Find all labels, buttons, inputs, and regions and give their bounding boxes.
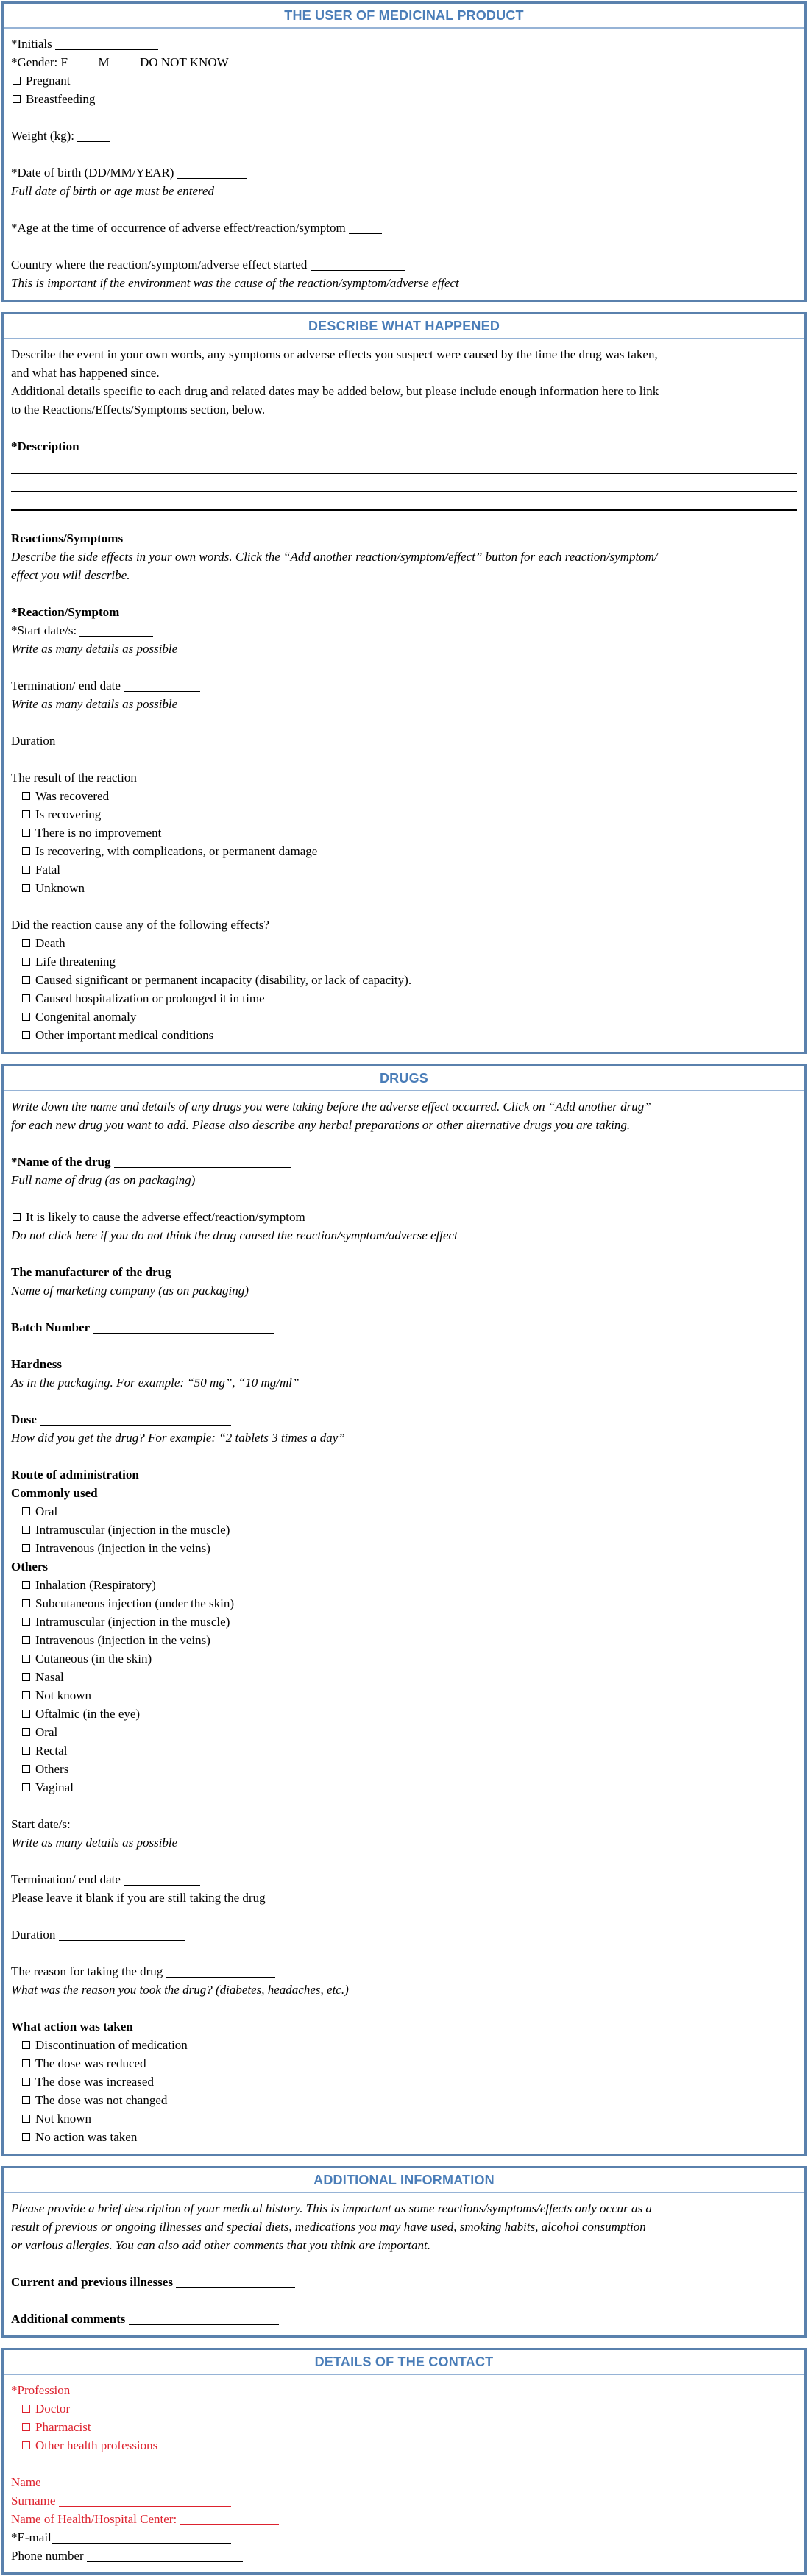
spacer-line: [11, 108, 797, 127]
checkbox-row: [11, 1668, 797, 1686]
section-body: [4, 1091, 804, 2154]
checkbox[interactable]: [22, 939, 30, 947]
form-line: [11, 1557, 797, 1576]
checkbox-row: [11, 1686, 797, 1705]
label-text: The manufacturer of the drug: [11, 1265, 174, 1279]
spacer-line: [11, 1245, 797, 1263]
label-text: *E-mail: [11, 2530, 52, 2544]
checkbox-label: Intravenous (injection in the veins): [35, 1541, 210, 1555]
fill-in-blank[interactable]: [174, 1268, 335, 1278]
checkbox[interactable]: [22, 1765, 30, 1773]
label-text: Name: [11, 2475, 44, 2489]
label-text: *Reaction/Symptom: [11, 605, 123, 619]
checkbox-label: Oftalmic (in the eye): [35, 1707, 141, 1721]
checkbox-row: [11, 934, 797, 952]
form-line: [11, 603, 797, 621]
checkbox-label: Pharmacist: [35, 2420, 91, 2434]
checkbox[interactable]: [22, 829, 30, 837]
section-title: THE USER OF MEDICINAL PRODUCT: [284, 7, 524, 23]
checkbox[interactable]: [22, 847, 30, 855]
checkbox[interactable]: [22, 1507, 30, 1515]
checkbox-row: [11, 1026, 797, 1044]
checkbox[interactable]: [22, 1691, 30, 1699]
section-user-of-medicinal-product: [1, 1, 807, 302]
section-header: [4, 2168, 804, 2193]
form-line: [11, 163, 797, 182]
spacer-line: [11, 1300, 797, 1318]
checkbox-row: [11, 989, 797, 1008]
checkbox[interactable]: [22, 2059, 30, 2067]
checkbox-label: Pregnant: [26, 74, 71, 88]
checkbox[interactable]: [22, 2133, 30, 2141]
label-text: As in the packaging. For example: “50 mg”, “10 mg/ml”: [11, 1376, 300, 1390]
checkbox[interactable]: [22, 1728, 30, 1736]
form-line: [11, 2510, 797, 2528]
checkbox-label: There is no improvement: [35, 826, 162, 840]
checkbox-row: [11, 1539, 797, 1557]
label-text: What was the reason you took the drug? (diabetes, headaches, etc.): [11, 1983, 349, 1997]
spacer-line: [11, 419, 797, 437]
write-in-rule[interactable]: [11, 456, 797, 474]
label-text: How did you get the drug? For example: “2 tablets 3 times a day”: [11, 1431, 345, 1445]
checkbox-row: [11, 2418, 797, 2436]
label-text: Reactions/Symptoms: [11, 531, 124, 545]
checkbox-row: [11, 1613, 797, 1631]
section-body: [4, 2193, 804, 2335]
checkbox-row: [11, 1741, 797, 1760]
paragraph-line: effect you will describe.: [11, 568, 130, 582]
label-text: Country where the reaction/symptom/adverse effect started: [11, 258, 311, 272]
checkbox-label: Intravenous (injection in the veins): [35, 1633, 210, 1647]
label-text: *Name of the drug: [11, 1155, 114, 1169]
form-line: [11, 1925, 797, 1944]
checkbox-row: [11, 90, 797, 108]
checkbox-row: [11, 1723, 797, 1741]
form-line: [11, 1263, 797, 1281]
paragraph-line: Please provide a brief description of your medical history. This is important as some reactions/symptoms/effects only occur as a: [11, 2201, 652, 2215]
checkbox-label: Breastfeeding: [26, 92, 96, 106]
checkbox-row: [11, 971, 797, 989]
checkbox-row: [11, 1208, 797, 1226]
form-line: [11, 1981, 797, 1999]
section-title: DESCRIBE WHAT HAPPENED: [308, 318, 500, 333]
form-line: [11, 1171, 797, 1189]
form-line: [11, 768, 797, 787]
form-line: [11, 1429, 797, 1447]
form-line: [11, 53, 797, 71]
form-line: [11, 1833, 797, 1852]
form-line: [11, 676, 797, 695]
fill-in-blank[interactable]: [52, 2533, 231, 2544]
fill-in-blank[interactable]: [93, 1323, 274, 1334]
spacer-line: [11, 2455, 797, 2473]
checkbox[interactable]: [22, 1599, 30, 1607]
spacer-line: [11, 200, 797, 219]
section-header: [4, 4, 804, 29]
checkbox[interactable]: [13, 1213, 21, 1221]
checkbox[interactable]: [22, 1636, 30, 1644]
checkbox[interactable]: [22, 2405, 30, 2413]
spacer-line: [11, 2254, 797, 2273]
spacer-line: [11, 1999, 797, 2017]
checkbox[interactable]: [22, 2423, 30, 2431]
form-line: [11, 1870, 797, 1889]
checkbox-label: Not known: [35, 2112, 92, 2126]
checkbox-row: [11, 1649, 797, 1668]
checkbox[interactable]: [22, 2078, 30, 2086]
label-text: Do not click here if you do not think the drug caused the reaction/symptom/adverse effect: [11, 1228, 458, 1242]
checkbox[interactable]: [22, 2096, 30, 2104]
label-text: Write as many details as possible: [11, 642, 178, 656]
checkbox[interactable]: [22, 1618, 30, 1626]
fill-in-blank[interactable]: [87, 2552, 243, 2562]
spacer-line: [11, 511, 797, 529]
checkbox-row: [11, 2128, 797, 2146]
checkbox-label: Oral: [35, 1725, 58, 1739]
fill-in-blank[interactable]: [177, 169, 247, 179]
checkbox-row: [11, 1008, 797, 1026]
checkbox[interactable]: [22, 1747, 30, 1755]
checkbox-label: Nasal: [35, 1670, 64, 1684]
fill-in-blank[interactable]: [44, 2478, 230, 2488]
checkbox-row: [11, 71, 797, 90]
spacer-line: [11, 145, 797, 163]
fill-in-blank[interactable]: [59, 2497, 231, 2507]
form-line: [11, 1226, 797, 1245]
form-line: [11, 274, 797, 292]
checkbox[interactable]: [13, 77, 21, 85]
paragraph-line: Describe the side effects in your own words. Click the “Add another reaction/symptom/effect” button for each reaction/symptom/: [11, 550, 658, 564]
label-text: Full name of drug (as on packaging): [11, 1173, 196, 1187]
form-line: [11, 127, 797, 145]
checkbox[interactable]: [22, 1013, 30, 1021]
write-in-rule[interactable]: [11, 474, 797, 492]
form-line: [11, 1410, 797, 1429]
label-text: *Profession: [11, 2383, 71, 2397]
label-text: Name of Health/Hospital Center:: [11, 2512, 180, 2526]
checkbox-label: Caused significant or permanent incapacity (disability, or lack of capacity).: [35, 973, 412, 987]
fill-in-blank[interactable]: [123, 608, 230, 618]
form-line: [11, 1355, 797, 1373]
checkbox[interactable]: [22, 2041, 30, 2049]
form-line: [11, 2017, 797, 2036]
form-line: [11, 2381, 797, 2399]
checkbox-label: Oral: [35, 1504, 58, 1518]
checkbox-row: [11, 1778, 797, 1797]
fill-in-blank[interactable]: [79, 626, 153, 637]
checkbox-label: Rectal: [35, 1744, 68, 1758]
form-line: [11, 529, 797, 548]
label-text: Full date of birth or age must be entered: [11, 184, 215, 198]
checkbox-row: [11, 2399, 797, 2418]
spacer-line: [11, 1944, 797, 1962]
checkbox[interactable]: [22, 1031, 30, 1039]
form-line: [11, 1962, 797, 1981]
fill-in-blank[interactable]: [113, 58, 137, 68]
form-line: [11, 255, 797, 274]
checkbox-label: The dose was increased: [35, 2075, 154, 2089]
fill-in-blank[interactable]: [176, 2278, 295, 2288]
label-text: The reason for taking the drug: [11, 1964, 166, 1978]
form-line: [11, 732, 797, 750]
checkbox-label: Other health professions: [35, 2438, 158, 2452]
section-additional-information: [1, 2166, 807, 2338]
checkbox-label: Fatal: [35, 863, 60, 877]
checkbox[interactable]: [22, 1655, 30, 1663]
spacer-line: [11, 1337, 797, 1355]
paragraph-line: Describe the event in your own words, any symptoms or adverse effects you suspect were caused by the time the drug was taken,: [11, 347, 658, 361]
form-line: [11, 1373, 797, 1392]
label-text: The result of the reaction: [11, 771, 137, 785]
label-text: Route of administration: [11, 1468, 139, 1482]
label-text: Commonly used: [11, 1486, 98, 1500]
label-text: *Start date/s:: [11, 623, 80, 637]
section-header: [4, 1066, 804, 1091]
checkbox[interactable]: [22, 994, 30, 1002]
form-line: [11, 35, 797, 53]
section-title: ADDITIONAL INFORMATION: [313, 2172, 495, 2187]
form-line: [11, 621, 797, 640]
label-text: Please leave it blank if you are still taking the drug: [11, 1891, 266, 1905]
section-title: DETAILS OF THE CONTACT: [314, 2354, 494, 2369]
label-text: Name of marketing company (as on packaging): [11, 1284, 249, 1298]
section-body: [4, 339, 804, 1052]
label-text: Others: [11, 1560, 49, 1574]
form-line: [11, 2273, 797, 2291]
form-line: [11, 2547, 797, 2565]
spacer-line: [11, 584, 797, 603]
label-text: Write as many details as possible: [11, 1836, 178, 1850]
checkbox-label: Congenital anomaly: [35, 1010, 137, 1024]
checkbox-label: Doctor: [35, 2402, 71, 2416]
checkbox-label: Discontinuation of medication: [35, 2038, 188, 2052]
label-text: Surname: [11, 2494, 59, 2508]
checkbox-row: [11, 842, 797, 860]
checkbox-label: Intramuscular (injection in the muscle): [35, 1615, 230, 1629]
form-line: [11, 2473, 797, 2491]
label-text: *Gender: F: [11, 55, 71, 69]
label-text: Weight (kg):: [11, 129, 78, 143]
paragraph-line: result of previous or ongoing illnesses and special diets, medications you may have used, smoking habits, alcohol consumption: [11, 2220, 646, 2234]
form-line: [11, 1815, 797, 1833]
form-line: [11, 1318, 797, 1337]
checkbox-label: Other important medical conditions: [35, 1028, 214, 1042]
fill-in-blank[interactable]: [77, 132, 110, 142]
checkbox-row: [11, 787, 797, 805]
form-line: [11, 2528, 797, 2547]
form-line: [11, 1484, 797, 1502]
checkbox-label: Inhalation (Respiratory): [35, 1578, 156, 1592]
form-line: [11, 640, 797, 658]
form-line: [11, 182, 797, 200]
checkbox-row: [11, 2073, 797, 2091]
checkbox-row: [11, 1502, 797, 1521]
checkbox-row: [11, 2109, 797, 2128]
checkbox-row: [11, 1594, 797, 1613]
checkbox[interactable]: [22, 2441, 30, 2449]
checkbox[interactable]: [22, 976, 30, 984]
label-text: Current and previous illnesses: [11, 2275, 177, 2289]
form-line: [11, 1153, 797, 1171]
fill-in-blank[interactable]: [55, 40, 158, 50]
spacer-line: [11, 2291, 797, 2310]
fill-in-blank[interactable]: [311, 261, 405, 271]
checkbox-row: [11, 1705, 797, 1723]
checkbox[interactable]: [22, 792, 30, 800]
spacer-line: [11, 1907, 797, 1925]
checkbox-label: Death: [35, 936, 65, 950]
fill-in-blank[interactable]: [114, 1158, 291, 1168]
write-in-rule[interactable]: [11, 492, 797, 511]
paragraph-line: or various allergies. You can also add other comments that you think are important.: [11, 2238, 430, 2252]
checkbox-row: [11, 1521, 797, 1539]
form-line: [11, 219, 797, 237]
checkbox[interactable]: [22, 1783, 30, 1791]
fill-in-blank[interactable]: [74, 1820, 147, 1830]
fill-in-blank[interactable]: [59, 1931, 185, 1941]
checkbox-row: [11, 2036, 797, 2054]
label-text: Dose: [11, 1412, 40, 1426]
label-text: What action was taken: [11, 2020, 133, 2034]
checkbox[interactable]: [22, 1673, 30, 1681]
label-text: Did the reaction cause any of the following effects?: [11, 918, 269, 932]
checkbox[interactable]: [22, 810, 30, 818]
paragraph-line: Additional details specific to each drug and related dates may be added below, but please include enough information here to link: [11, 384, 659, 398]
paragraph-line: and what has happened since.: [11, 366, 160, 380]
checkbox-label: The dose was reduced: [35, 2056, 146, 2070]
checkbox-row: [11, 860, 797, 879]
checkbox[interactable]: [22, 1544, 30, 1552]
checkbox-label: Cutaneous (in the skin): [35, 1652, 152, 1666]
checkbox[interactable]: [22, 866, 30, 874]
fill-in-blank[interactable]: [40, 1415, 231, 1426]
checkbox[interactable]: [22, 884, 30, 892]
checkbox-label: No action was taken: [35, 2130, 138, 2144]
checkbox[interactable]: [22, 1710, 30, 1718]
checkbox-row: [11, 2054, 797, 2073]
form-line: [11, 916, 797, 934]
section-describe-what-happened: [1, 312, 807, 1054]
section-drugs: [1, 1064, 807, 2156]
form-line: [11, 437, 797, 456]
paragraph-line: Write down the name and details of any drugs you were taking before the adverse effect occurred. Click on “Add another drug”: [11, 1100, 651, 1114]
label-text: Termination/ end date: [11, 679, 124, 693]
form-line: [11, 1465, 797, 1484]
fill-in-blank[interactable]: [166, 1967, 275, 1978]
label-text: Hardness: [11, 1357, 65, 1371]
checkbox-row: [11, 879, 797, 897]
spacer-line: [11, 897, 797, 916]
spacer-line: [11, 750, 797, 768]
form-line: [11, 1281, 797, 1300]
paragraph-line: for each new drug you want to add. Please also describe any herbal preparations or other alternative drugs you are taking.: [11, 1118, 631, 1132]
checkbox[interactable]: [22, 958, 30, 966]
label-text: Duration: [11, 734, 56, 748]
checkbox-row: [11, 1631, 797, 1649]
checkbox-label: Life threatening: [35, 955, 116, 969]
label-text: M: [95, 55, 113, 69]
checkbox-label: Unknown: [35, 881, 85, 895]
checkbox-row: [11, 1576, 797, 1594]
label-text: Start date/s:: [11, 1817, 74, 1831]
checkbox-label: Not known: [35, 1688, 92, 1702]
checkbox-label: The dose was not changed: [35, 2093, 168, 2107]
checkbox-label: Is recovering: [35, 807, 102, 821]
label-text: DO NOT KNOW: [136, 55, 229, 69]
checkbox-row: [11, 952, 797, 971]
spacer-line: [11, 1797, 797, 1815]
checkbox-label: Vaginal: [35, 1780, 74, 1794]
section-header: [4, 314, 804, 339]
label-text: Phone number: [11, 2549, 87, 2563]
label-text: Termination/ end date: [11, 1872, 124, 1886]
spacer-line: [11, 658, 797, 676]
fill-in-blank[interactable]: [129, 2315, 279, 2325]
label-text: This is important if the environment was the cause of the reaction/symptom/adverse effect: [11, 276, 459, 290]
checkbox-label: Caused hospitalization or prolonged it in time: [35, 991, 265, 1005]
form-line: [11, 1889, 797, 1907]
fill-in-blank[interactable]: [124, 682, 200, 692]
checkbox-label: Was recovered: [35, 789, 110, 803]
checkbox[interactable]: [22, 1526, 30, 1534]
spacer-line: [11, 1189, 797, 1208]
checkbox-row: [11, 2091, 797, 2109]
form-line: [11, 2491, 797, 2510]
spacer-line: [11, 713, 797, 732]
label-text: *Description: [11, 439, 79, 453]
form-line: [11, 695, 797, 713]
checkbox-row: [11, 824, 797, 842]
checkbox-label: Is recovering, with complications, or permanent damage: [35, 844, 318, 858]
fill-in-blank[interactable]: [65, 1360, 271, 1370]
fill-in-blank[interactable]: [124, 1875, 200, 1886]
checkbox[interactable]: [22, 2115, 30, 2123]
paragraph-line: to the Reactions/Effects/Symptoms section, below.: [11, 403, 266, 417]
section-header: [4, 2350, 804, 2375]
spacer-line: [11, 1852, 797, 1870]
spacer-line: [11, 1134, 797, 1153]
fill-in-blank[interactable]: [349, 224, 382, 234]
label-text: *Date of birth (DD/MM/YEAR): [11, 166, 177, 180]
section-body: [4, 2375, 804, 2572]
section-details-of-the-contact: [1, 2348, 807, 2575]
checkbox-label: It is likely to cause the adverse effect/reaction/symptom: [26, 1210, 305, 1224]
fill-in-blank[interactable]: [180, 2515, 279, 2525]
spacer-line: [11, 1447, 797, 1465]
spacer-line: [11, 1392, 797, 1410]
label-text: Duration: [11, 1928, 59, 1942]
label-text: Additional comments: [11, 2312, 129, 2326]
section-title: DRUGS: [379, 1070, 428, 1086]
checkbox-row: [11, 1760, 797, 1778]
checkbox-row: [11, 2436, 797, 2455]
label-text: *Age at the time of occurrence of adverse effect/reaction/symptom: [11, 221, 349, 235]
label-text: Write as many details as possible: [11, 697, 178, 711]
form-line: [11, 2310, 797, 2328]
section-body: [4, 29, 804, 300]
checkbox-label: Intramuscular (injection in the muscle): [35, 1523, 230, 1537]
checkbox[interactable]: [22, 1581, 30, 1589]
checkbox-row: [11, 805, 797, 824]
checkbox[interactable]: [13, 95, 21, 103]
fill-in-blank[interactable]: [71, 58, 95, 68]
spacer-line: [11, 237, 797, 255]
checkbox-label: Others: [35, 1762, 69, 1776]
checkbox-label: Subcutaneous injection (under the skin): [35, 1596, 235, 1610]
label-text: *Initials: [11, 37, 55, 51]
label-text: Batch Number: [11, 1320, 93, 1334]
